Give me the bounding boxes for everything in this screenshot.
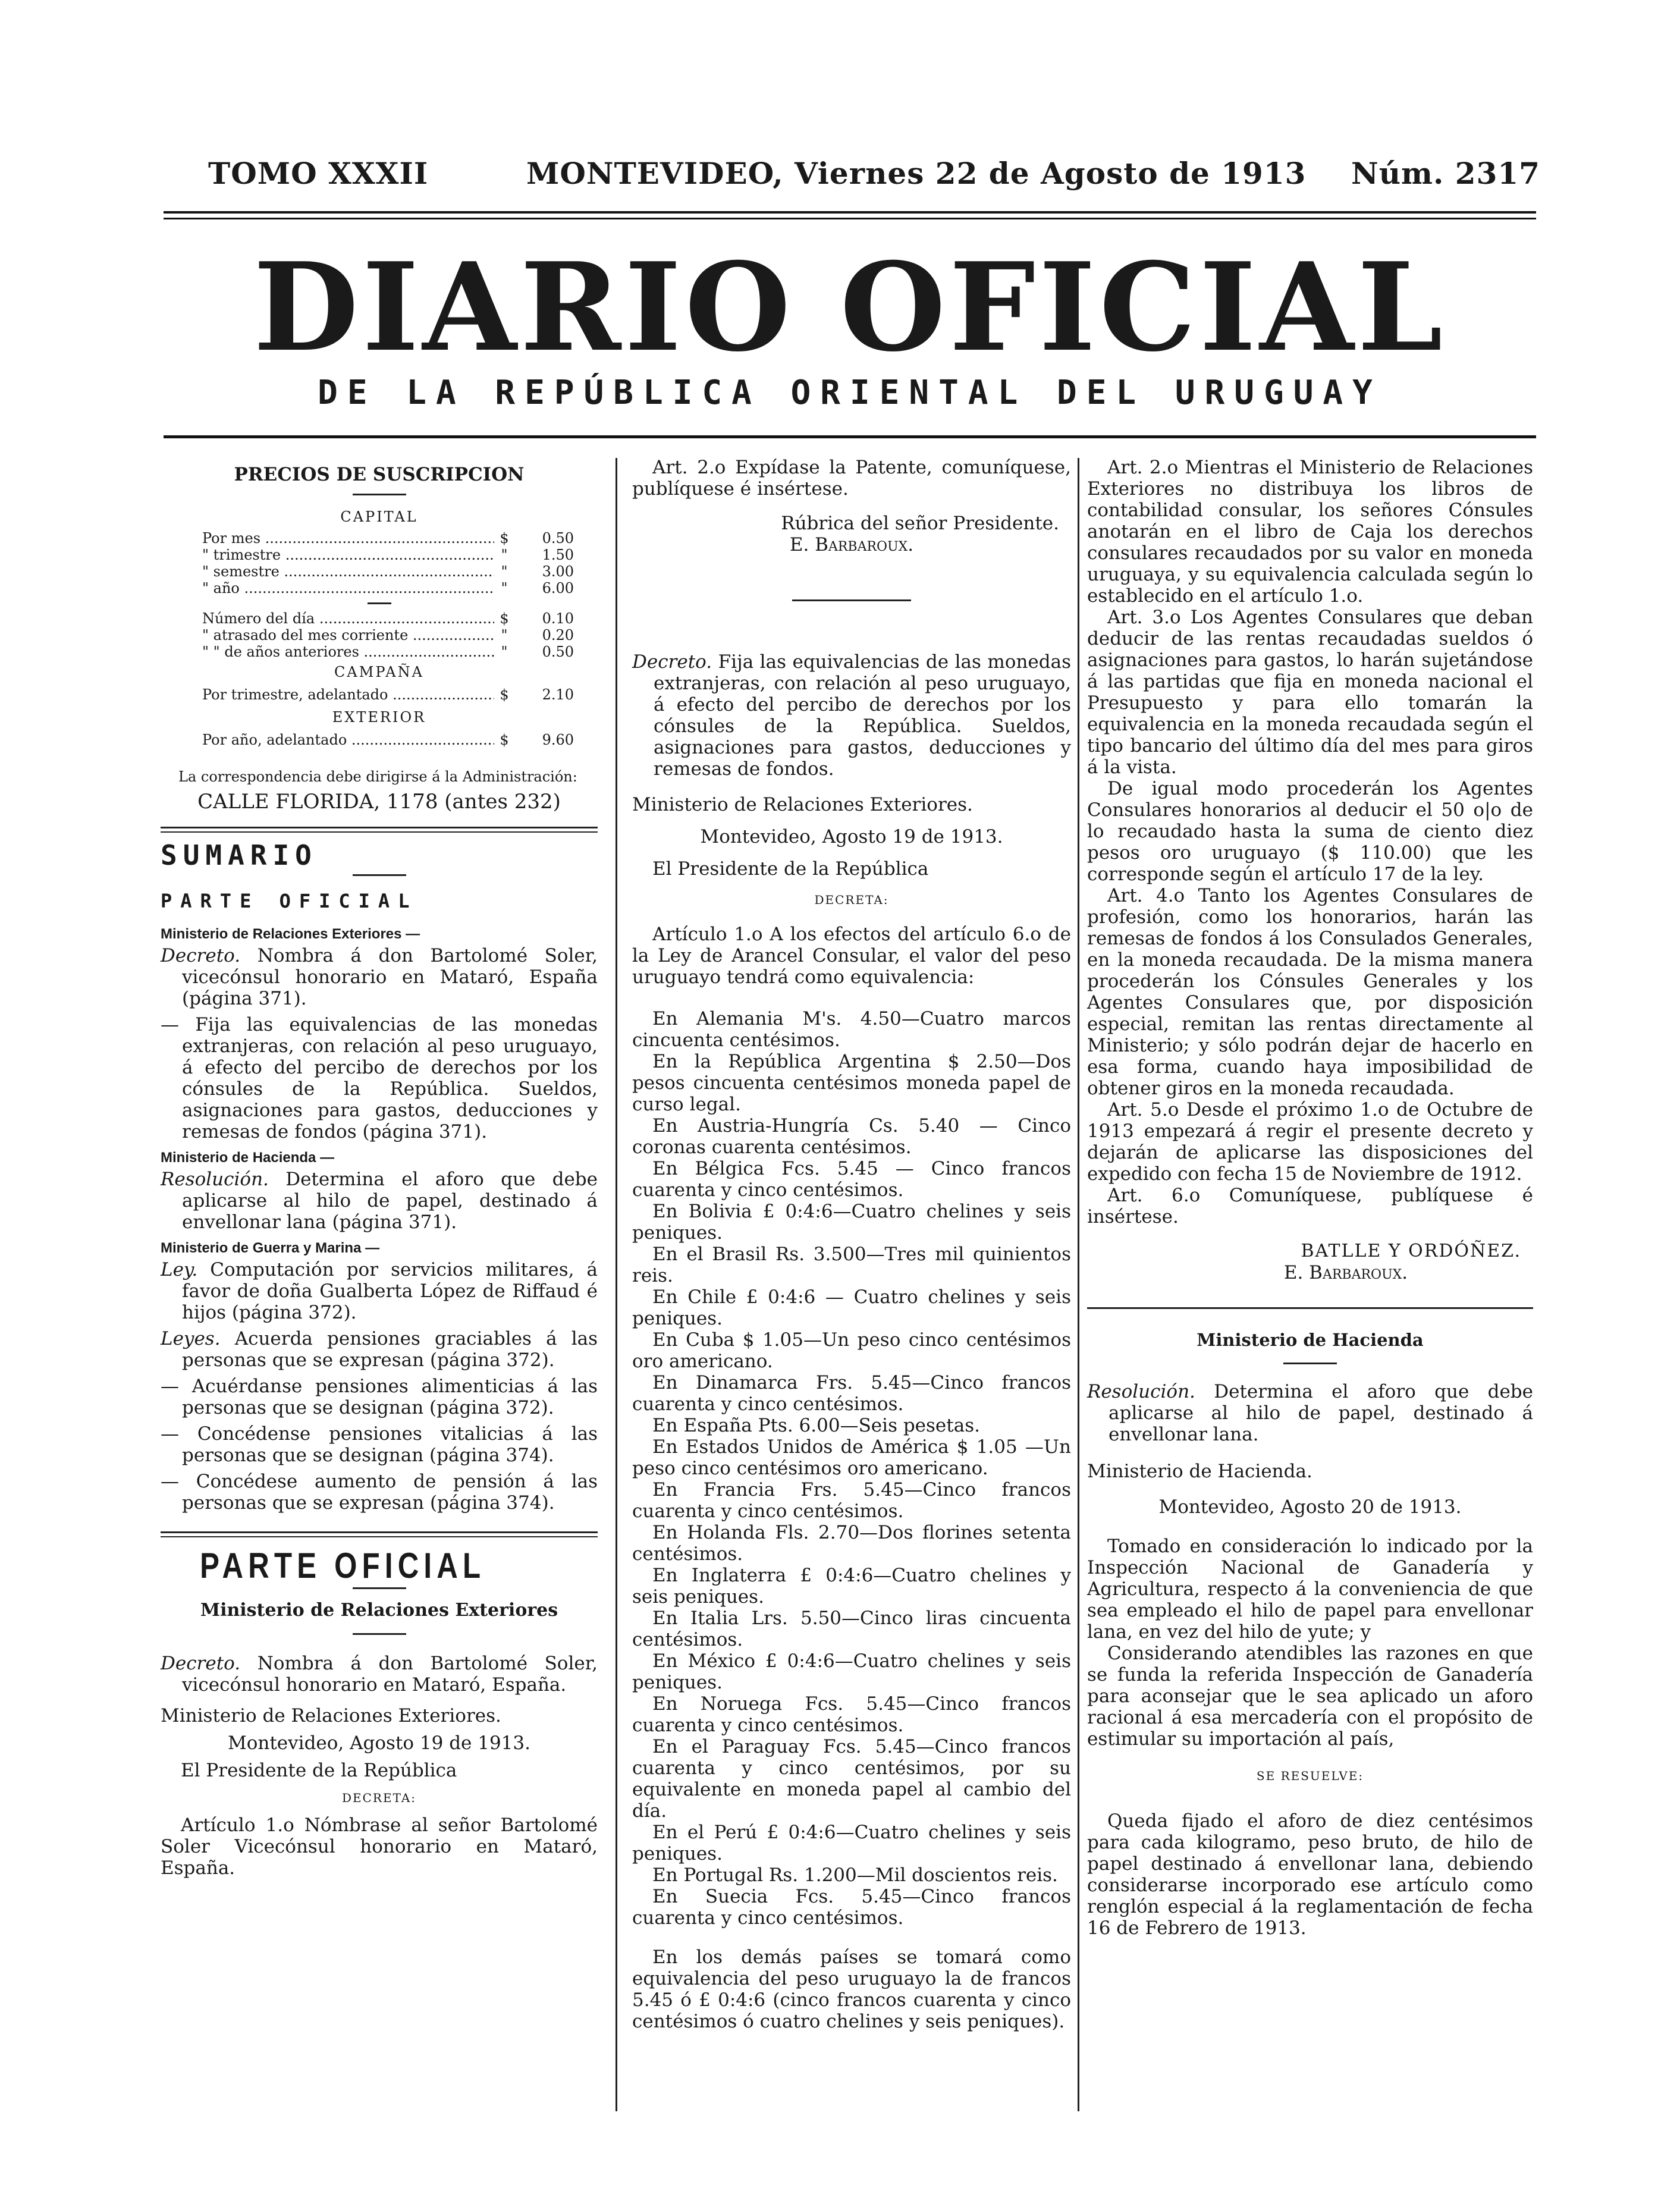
capital-label: CAPITAL bbox=[340, 508, 418, 525]
column-divider bbox=[616, 458, 617, 2111]
price-currency: $ bbox=[500, 686, 509, 703]
ministry-line: Ministerio de Hacienda. bbox=[1087, 1461, 1312, 1482]
equivalence-item: En Portugal Rs. 1.200—Mil doscientos reis. bbox=[652, 1864, 1058, 1886]
price-row bbox=[202, 643, 598, 660]
column-3 bbox=[1087, 457, 1533, 1939]
equivalence-item: En Cuba $ 1.05—Un peso cinco centésimos oro americano. bbox=[632, 1329, 1071, 1372]
price-value: 3.00 bbox=[542, 563, 574, 580]
equivalence-item: En España Pts. 6.00—Seis pesetas. bbox=[652, 1415, 980, 1436]
issue-number: Núm. 2317 bbox=[1351, 156, 1540, 191]
summary-entry bbox=[161, 1014, 598, 1142]
decree-summary bbox=[632, 651, 1071, 780]
divider bbox=[353, 1587, 406, 1589]
entry-text: Concédese aumento de pensión á las personas que se expresan (página 374). bbox=[182, 1471, 598, 1514]
equivalence-item: En Austria-Hungría Cs. 5.40 — Cinco coronas cuarenta centésimos. bbox=[632, 1115, 1071, 1158]
summary-entries bbox=[161, 945, 598, 1142]
price-label: " trimestre ..... bbox=[202, 547, 494, 563]
equivalence-item: En Estados Unidos de América $ 1.05 —Un peso cinco centésimos oro americano. bbox=[632, 1436, 1071, 1479]
summary-entry bbox=[161, 1259, 598, 1323]
subscription-title: PRECIOS DE SUSCRIPCION bbox=[234, 464, 525, 485]
price-label: Número del día ..... bbox=[202, 610, 494, 627]
price-currency: $ bbox=[500, 530, 509, 547]
price-row bbox=[202, 732, 598, 748]
signature-minister: E. Barbaroux. bbox=[1283, 1262, 1408, 1283]
price-row bbox=[202, 610, 598, 627]
article-1: Artículo 1.o Nómbrase al señor Bartolomé Soler Vicecónsul honorario en Mataró, España. bbox=[161, 1815, 598, 1879]
entry-text: Determina el aforo que debe aplicarse al hilo de papel, destinado á envellonar lana (página 371). bbox=[182, 1169, 598, 1233]
price-row bbox=[202, 530, 598, 547]
divider bbox=[353, 1633, 406, 1635]
equivalence-item: En el Brasil Rs. 3.500—Tres mil quinientos reis. bbox=[632, 1244, 1071, 1286]
paragraph: De igual modo procederán los Agentes Consulares honorarios al deducir el 50 o|o de lo recaudado hasta la suma de ciento diez pesos oro uruguayo ($ 110.00) que les corresponde según el artículo 17 de la ley. bbox=[1087, 778, 1533, 885]
price-label: " atrasado del mes corriente ..... bbox=[202, 627, 494, 643]
entry-text: Computación por servicios militares, á favor de doña Gualberta López de Riffaud é hijos (página 372). bbox=[182, 1259, 598, 1323]
price-row bbox=[202, 627, 598, 643]
date-line: Montevideo, Agosto 19 de 1913. bbox=[700, 826, 1003, 847]
price-value: 0.50 bbox=[542, 530, 574, 547]
price-label: Por mes ..... bbox=[202, 530, 494, 547]
equivalence-item: En Inglaterra £ 0:4:6—Cuatro chelines y seis peniques. bbox=[632, 1565, 1071, 1608]
resolution-summary bbox=[1087, 1381, 1533, 1445]
article-3: Art. 3.o Los Agentes Consulares que deban deducir de las rentas recaudadas sueldos ó asignaciones para gastos, lo harán sujetándose á las partidas que fija en moneda nacional el Presupuesto y para ello tomarán la equivalencia en la moneda recaudada según el tipo bancario del último día del mes para giros á la vista. bbox=[1087, 607, 1533, 778]
ministry-line: Ministerio de Relaciones Exteriores. bbox=[161, 1705, 501, 1726]
summary-entries bbox=[161, 1259, 598, 1514]
considering-paragraph: Considerando atendibles las razones en que se funda la referida Inspección de Ganadería para aconsejar que le sea aplicado un aforo racional á esa mercadería con el propósito de estimular su importación al país, bbox=[1087, 1643, 1533, 1750]
column-1 bbox=[161, 457, 598, 1879]
decree-label: Decreto. bbox=[161, 1653, 241, 1674]
issue-date: MONTEVIDEO, Viernes 22 de Agosto de 1913 bbox=[526, 156, 1307, 191]
entry-label: Decreto. bbox=[161, 945, 241, 966]
equivalence-item: En la República Argentina $ 2.50—Dos pesos cincuenta centésimos moneda papel de curso legal. bbox=[632, 1051, 1071, 1115]
summary-entry bbox=[161, 1376, 598, 1418]
resolution-body: Queda fijado el aforo de diez centésimos para cada kilogramo, peso bruto, de hilo de papel destinado á envellonar lana, debiendo considerarse incorporado ese artículo como renglón especial á la reglamentación de fecha 16 de Febrero de 1913. bbox=[1087, 1810, 1533, 1939]
resolution-text: Determina el aforo que debe aplicarse al hilo de papel, destinado á envellonar lana. bbox=[1109, 1381, 1533, 1445]
decreta-label: DECRETA: bbox=[341, 1791, 417, 1805]
price-value: 0.10 bbox=[542, 610, 574, 627]
decree-text: Fija las equivalencias de las monedas extranjeras, con relación al peso uruguayo, á efecto del percibo de derechos por los cónsules de la República. Sueldos, asignaciones para gastos, deducciones y remesas de fondos. bbox=[654, 651, 1071, 780]
equivalence-item: En México £ 0:4:6—Cuatro chelines y seis peniques. bbox=[632, 1650, 1071, 1693]
decree-summary bbox=[161, 1653, 598, 1696]
column-divider bbox=[1078, 458, 1079, 2111]
price-value: 9.60 bbox=[542, 732, 574, 748]
whereas-paragraph: Tomado en consideración lo indicado por la Inspección Nacional de Ganadería y Agricultura, respecto á la conveniencia de que sea empleado el hilo de papel para envellonar lana, en vez del hilo de yute; y bbox=[1087, 1536, 1533, 1643]
price-row bbox=[202, 580, 598, 597]
capital-price-list bbox=[161, 530, 598, 597]
price-currency: " bbox=[501, 627, 508, 643]
summary-entry bbox=[161, 1328, 598, 1371]
summary-title: SUMARIO bbox=[161, 839, 318, 871]
price-currency: " bbox=[501, 563, 508, 580]
summary-entry bbox=[161, 945, 598, 1009]
president-line: El Presidente de la República bbox=[652, 858, 929, 880]
section-heading: Ministerio de Guerra y Marina — bbox=[161, 1240, 380, 1256]
entry-text: Acuérdanse pensiones alimenticias á las personas que se designan (página 372). bbox=[182, 1376, 598, 1418]
article-6: Art. 6.o Comuníquese, publíquese é insértese. bbox=[1087, 1185, 1533, 1228]
entry-label: Resolución. bbox=[161, 1169, 269, 1190]
price-value: 2.10 bbox=[542, 686, 574, 703]
exterior-label: EXTERIOR bbox=[332, 709, 426, 726]
header-rule bbox=[164, 211, 1536, 214]
decreta-label: DECRETA: bbox=[814, 893, 889, 907]
equivalence-item: En Suecia Fcs. 5.45—Cinco francos cuarenta y cinco centésimos. bbox=[632, 1886, 1071, 1929]
ministry-line: Ministerio de Relaciones Exteriores. bbox=[632, 794, 973, 815]
summary-entry bbox=[161, 1169, 598, 1233]
article-5: Art. 5.o Desde el próximo 1.o de Octubre de 1913 empezará á regir el presente decreto y dejarán de aplicarse las disposiciones del expedido con fecha 15 de Noviembre de 1912. bbox=[1087, 1099, 1533, 1185]
price-row bbox=[202, 563, 598, 580]
summary-entries bbox=[161, 1169, 598, 1233]
equivalence-item: En Noruega Fcs. 5.45—Cinco francos cuarenta y cinco centésimos. bbox=[632, 1693, 1071, 1736]
section-heading: Ministerio de Hacienda — bbox=[161, 1150, 335, 1166]
campana-label: CAMPAÑA bbox=[334, 664, 424, 680]
divider bbox=[161, 1531, 598, 1537]
equivalence-item: En el Paraguay Fcs. 5.45—Cinco francos cuarenta y cinco centésimos, por su equivalente en moneda papel al cambio del día. bbox=[632, 1736, 1071, 1822]
ministry-heading: Ministerio de Hacienda bbox=[1197, 1330, 1424, 1350]
article-2: Art. 2.o Mientras el Ministerio de Relaciones Exteriores no distribuya los libros de contabilidad consular, los señores Cónsules anotarán en el libro de Caja los derechos consulares recaudados por su valor en moneda uruguaya, y su equivalencia calculada según lo establecido en el artículo 1.o. bbox=[1087, 457, 1533, 607]
column-2 bbox=[632, 457, 1071, 2032]
campana-price bbox=[161, 686, 598, 703]
divider bbox=[792, 599, 911, 601]
ministry-heading: Ministerio de Relaciones Exteriores bbox=[200, 1600, 558, 1621]
equivalence-item: En el Perú £ 0:4:6—Cuatro chelines y seis peniques. bbox=[632, 1822, 1071, 1864]
section-heading: Ministerio de Relaciones Exteriores — bbox=[161, 926, 420, 942]
price-currency: " bbox=[501, 547, 508, 563]
volume-label: TOMO XXXII bbox=[208, 156, 429, 191]
equivalence-item: En Bélgica Fcs. 5.45 — Cinco francos cuarenta y cinco centésimos. bbox=[632, 1158, 1071, 1201]
entry-text: Concédense pensiones vitalicias á las personas que se designan (página 374). bbox=[182, 1423, 598, 1466]
price-value: 0.20 bbox=[542, 627, 574, 643]
price-label: " año ..... bbox=[202, 580, 494, 597]
address: CALLE FLORIDA, 1178 (antes 232) bbox=[197, 790, 561, 814]
date-line: Montevideo, Agosto 20 de 1913. bbox=[1158, 1496, 1462, 1518]
resolution-label: Resolución. bbox=[1087, 1381, 1195, 1402]
date-line: Montevideo, Agosto 19 de 1913. bbox=[227, 1732, 531, 1754]
equivalence-item: En Holanda Fls. 2.70—Dos florines setenta centésimos. bbox=[632, 1522, 1071, 1565]
price-currency: " bbox=[501, 580, 508, 597]
official-part-heading: PARTE OFICIAL bbox=[161, 890, 418, 912]
divider bbox=[1283, 1363, 1337, 1364]
resolves-label: SE RESUELVE: bbox=[1256, 1769, 1364, 1783]
exterior-price bbox=[161, 732, 598, 748]
entry-label: — bbox=[161, 1014, 179, 1035]
price-row bbox=[202, 686, 598, 703]
equivalence-item: En Dinamarca Frs. 5.45—Cinco francos cuarenta y cinco centésimos. bbox=[632, 1372, 1071, 1415]
header-rule bbox=[164, 218, 1536, 219]
signature-president: BATLLE Y ORDÓÑEZ. bbox=[1301, 1241, 1521, 1261]
summary-list bbox=[161, 924, 598, 1514]
price-currency: $ bbox=[500, 610, 509, 627]
correspondence-note: La correspondencia debe dirigirse á la Administración: bbox=[178, 768, 577, 785]
entry-label: — bbox=[161, 1376, 179, 1397]
equivalence-list bbox=[632, 1008, 1071, 1929]
other-countries: En los demás países se tomará como equivalencia del peso uruguayo la de francos 5.45 ó £ 0:4:6 (cinco francos cuarenta y cinco centésimos ó cuatro chelines y seis peniques). bbox=[632, 1947, 1071, 2032]
decree-text: Nombra á don Bartolomé Soler, vicecónsul honorario en Mataró, España. bbox=[182, 1653, 598, 1696]
entry-text: Fija las equivalencias de las monedas extranjeras, con relación al peso uruguayo, á efecto del percibo de derechos por los cónsules de la República. Sueldos, asignaciones para gastos, deducciones y remesas de fondos (página 371). bbox=[182, 1014, 598, 1142]
article-1: Artículo 1.o A los efectos del artículo 6.o de la Ley de Arancel Consular, el valor del peso uruguayo tendrá como equivalencia: bbox=[632, 924, 1071, 988]
equivalence-item: En Italia Lrs. 5.50—Cinco liras cincuenta centésimos. bbox=[632, 1608, 1071, 1650]
entry-text: Nombra á don Bartolomé Soler, vicecónsul honorario en Mataró, España (página 371). bbox=[182, 945, 598, 1009]
price-row bbox=[202, 547, 598, 563]
equivalence-item: En Bolivia £ 0:4:6—Cuatro chelines y seis peniques. bbox=[632, 1201, 1071, 1244]
divider bbox=[161, 827, 598, 833]
divider bbox=[1087, 1307, 1533, 1309]
price-label: " semestre ..... bbox=[202, 563, 494, 580]
equivalence-item: En Alemania M's. 4.50—Cuatro marcos cincuenta centésimos. bbox=[632, 1008, 1071, 1051]
price-value: 0.50 bbox=[542, 643, 574, 660]
equivalence-item: En Francia Frs. 5.45—Cinco francos cuarenta y cinco centésimos. bbox=[632, 1479, 1071, 1522]
entry-label: — bbox=[161, 1423, 179, 1445]
price-label: " " de años anteriores ..... bbox=[202, 643, 494, 660]
article-4: Art. 4.o Tanto los Agentes Consulares de profesión, como los honorarios, harán las remesas de fondos á los Consulados Generales, en la moneda recaudada. De la misma manera procederán los Cónsules Generales y los Agentes Consulares que, por disposición especial, remitan las rentas directamente al Ministerio; y sólo podrán dejar de hacerlo en esa forma, cuando haya imposibilidad de obtener giros en la moneda recaudada. bbox=[1087, 885, 1533, 1099]
price-value: 6.00 bbox=[542, 580, 574, 597]
price-value: 1.50 bbox=[542, 547, 574, 563]
price-label: Por año, adelantado ..... bbox=[202, 732, 494, 748]
day-price-list bbox=[161, 610, 598, 660]
signature: E. Barbaroux. bbox=[789, 534, 914, 555]
official-part-title: PARTE OFICIAL bbox=[200, 1546, 486, 1586]
price-label: Por trimestre, adelantado ..... bbox=[202, 686, 494, 703]
divider bbox=[368, 602, 391, 604]
president-line: El Presidente de la República bbox=[181, 1760, 457, 1781]
entry-text: Acuerda pensiones graciables á las personas que se expresan (página 372). bbox=[182, 1328, 598, 1371]
masthead-subtitle: DE LA REPÚBLICA ORIENTAL DEL URUGUAY bbox=[318, 373, 1382, 412]
masthead-rule bbox=[164, 435, 1536, 438]
entry-label: — bbox=[161, 1471, 179, 1492]
entry-label: Leyes. bbox=[161, 1328, 221, 1349]
decree-label: Decreto. bbox=[632, 651, 712, 673]
entry-label: Ley. bbox=[161, 1259, 198, 1280]
masthead-title: DIARIO OFICIAL bbox=[253, 236, 1446, 379]
divider bbox=[353, 874, 406, 876]
price-currency: $ bbox=[500, 732, 509, 748]
price-currency: " bbox=[501, 643, 508, 660]
summary-entry bbox=[161, 1423, 598, 1466]
summary-entry bbox=[161, 1471, 598, 1514]
rubric-line: Rúbrica del señor Presidente. bbox=[781, 513, 1059, 534]
divider bbox=[353, 494, 406, 495]
article-2: Art. 2.o Expídase la Patente, comuníquese, publíquese é insértese. bbox=[632, 457, 1071, 500]
equivalence-item: En Chile £ 0:4:6 — Cuatro chelines y seis peniques. bbox=[632, 1286, 1071, 1329]
